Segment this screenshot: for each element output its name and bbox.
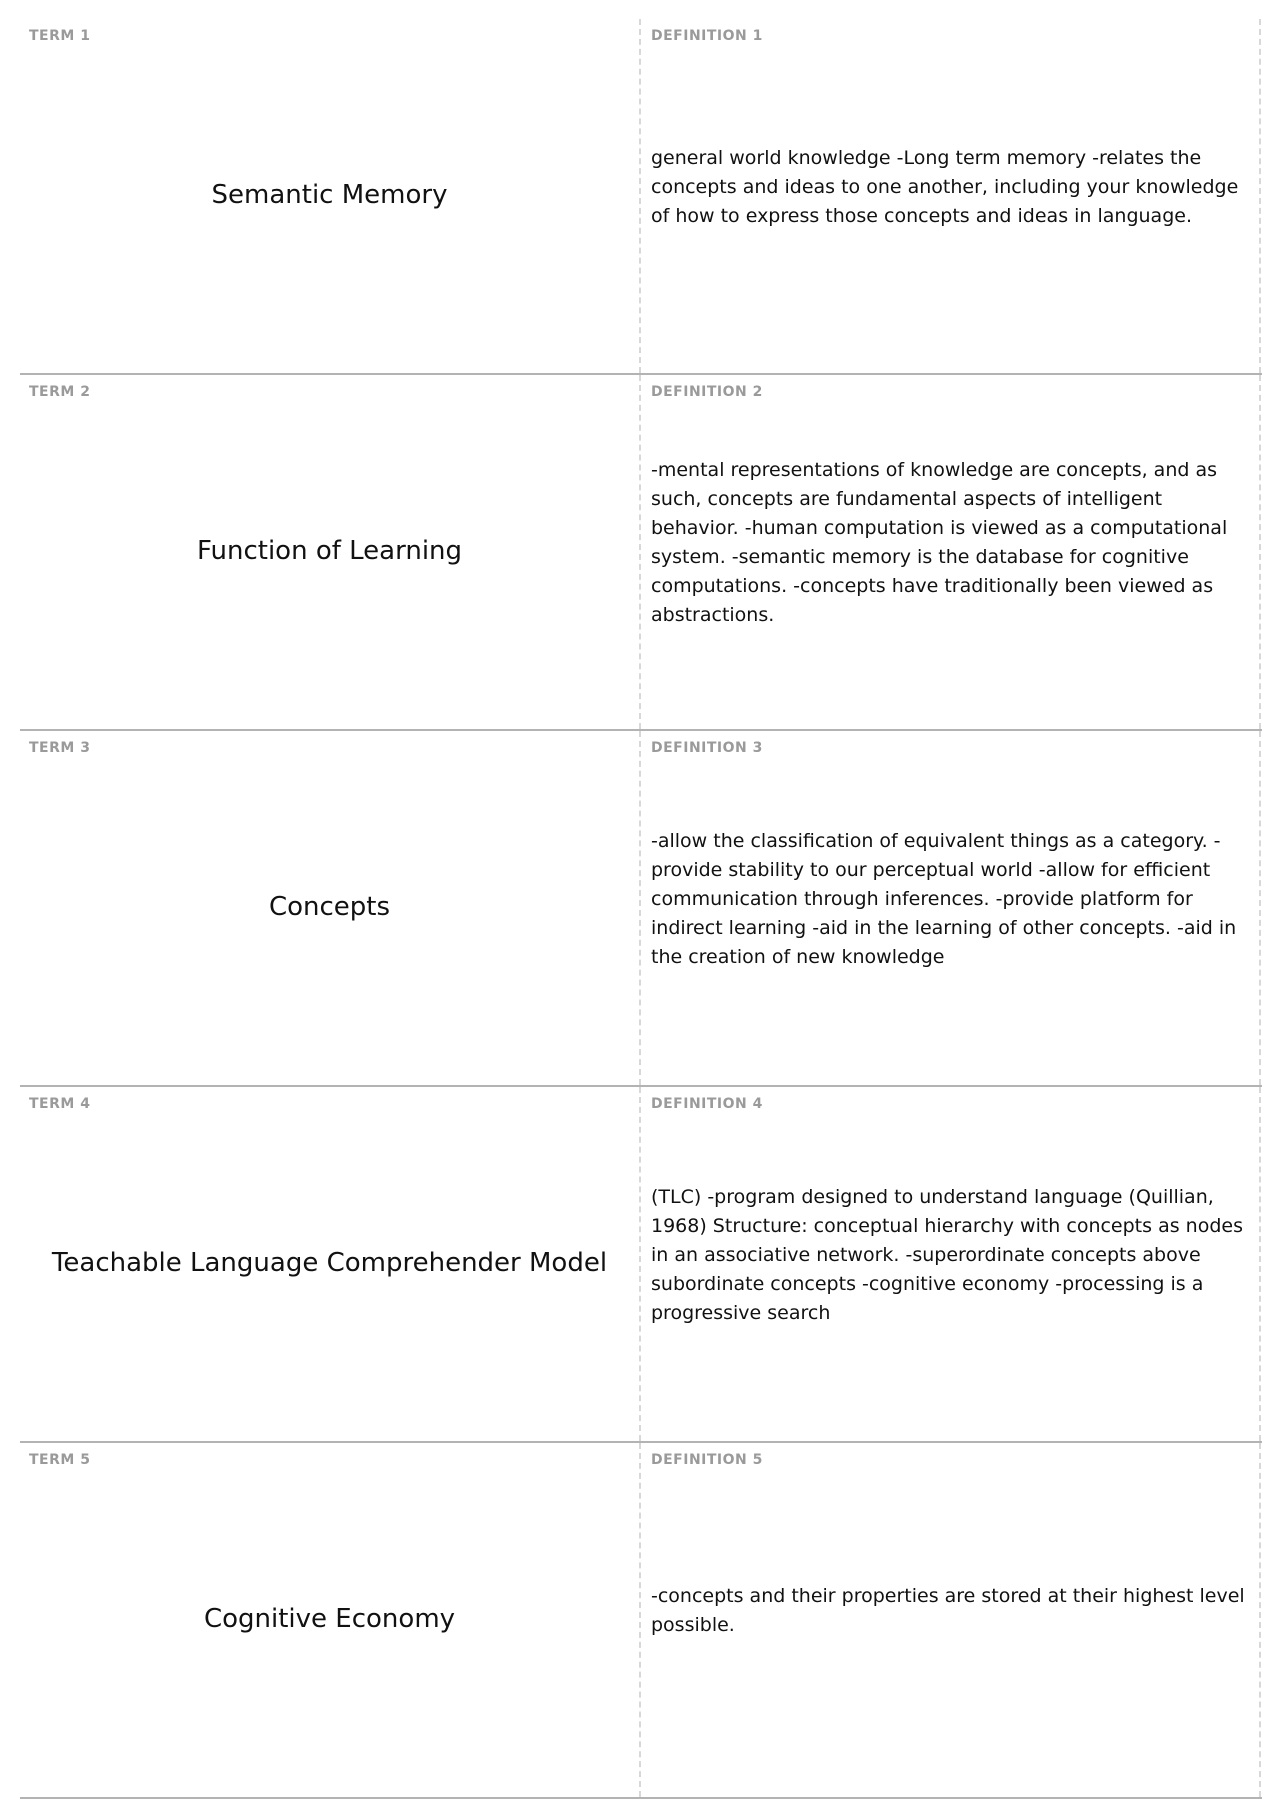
definition-text: -concepts and their properties are stored at their highest level possible. — [651, 1585, 1245, 1636]
term-text: Teachable Language Comprehender Model — [51, 1248, 608, 1279]
definition-cell — [641, 1443, 1261, 1797]
definition-cell — [641, 1087, 1261, 1441]
definition-label: DEFINITION 4 — [651, 1096, 763, 1112]
definition-text: (TLC) -program designed to understand language (Quillian, 1968) Structure: conceptual hierarchy with concepts as nodes in an associative network. -superordinate concepts above subordinate concepts -cognitive economy -processing is a progressive search — [651, 1185, 1243, 1324]
flashcard-4 — [20, 1087, 1262, 1443]
definition-cell — [641, 375, 1261, 729]
flashcard-3 — [20, 731, 1262, 1087]
definition-text: -allow the classification of equivalent things as a category. -provide stability to our perceptual world -allow for efficient communication through inferences. -provide platform for indirect learning -aid in the learning of other concepts. -aid in the creation of new knowledge — [651, 829, 1237, 968]
definition-label: DEFINITION 1 — [651, 28, 763, 44]
term-cell — [20, 731, 641, 1085]
term-cell — [20, 1087, 641, 1441]
definition-cell — [641, 19, 1261, 373]
term-cell — [20, 19, 641, 373]
term-cell — [20, 1443, 641, 1797]
definition-text: -mental representations of knowledge are concepts, and as such, concepts are fundamental aspects of intelligent behavior. -human computation is viewed as a computational system. -semantic memory is the database for cognitive computations. -concepts have traditionally been viewed as abstractions. — [651, 459, 1228, 626]
term-label: TERM 3 — [29, 740, 91, 756]
term-text: Function of Learning — [196, 536, 463, 567]
definition-text: general world knowledge -Long term memory -relates the concepts and ideas to one another, including your knowledge of how to express those concepts and ideas in language. — [651, 146, 1239, 227]
term-label: TERM 1 — [29, 28, 91, 44]
flashcard-1 — [20, 19, 1262, 375]
definition-cell — [641, 731, 1261, 1085]
flashcard-5 — [20, 1443, 1262, 1799]
flashcard-sheet — [20, 19, 1262, 1799]
term-text: Cognitive Economy — [203, 1604, 456, 1635]
term-text: Semantic Memory — [211, 180, 448, 211]
term-label: TERM 2 — [29, 384, 91, 400]
term-cell — [20, 375, 641, 729]
term-text: Concepts — [268, 892, 391, 923]
flashcard-2 — [20, 375, 1262, 731]
term-label: TERM 5 — [29, 1452, 91, 1468]
definition-label: DEFINITION 3 — [651, 740, 763, 756]
definition-label: DEFINITION 2 — [651, 384, 763, 400]
term-label: TERM 4 — [29, 1096, 91, 1112]
definition-label: DEFINITION 5 — [651, 1452, 763, 1468]
